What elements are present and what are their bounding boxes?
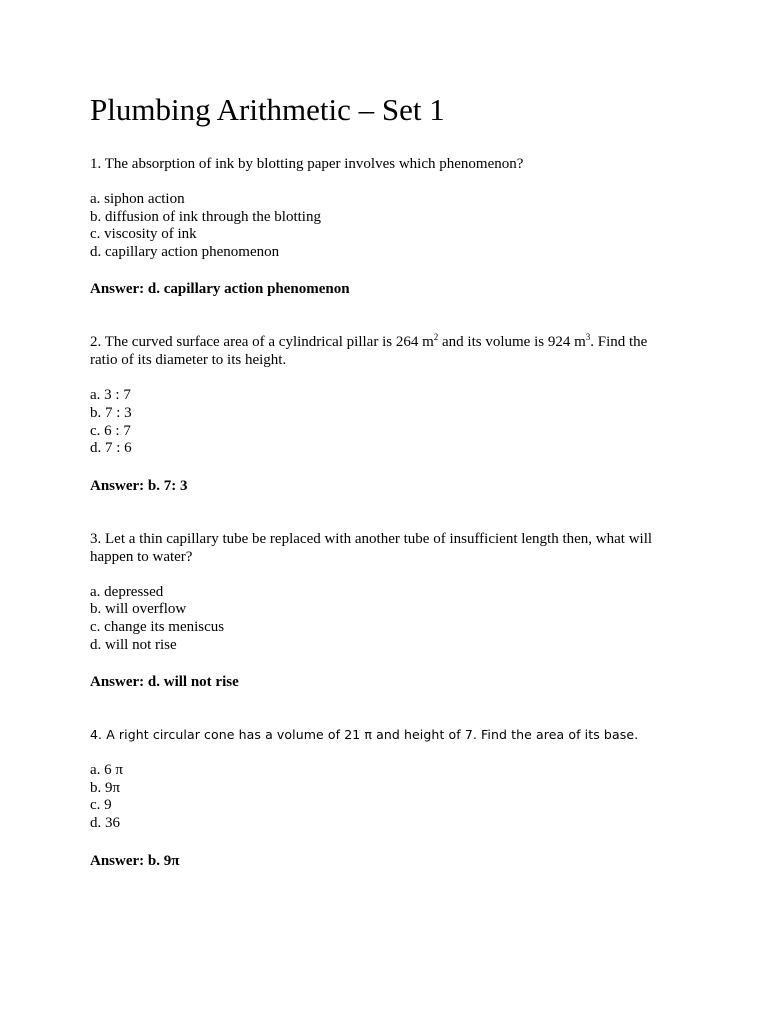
options-list xyxy=(90,762,678,832)
option-b: b. 9π xyxy=(90,779,121,796)
question-text-part: . Find the ratio of its diameter to its height. xyxy=(90,334,648,369)
question-text: 4. A right circular cone has a volume of 21 π and height of 7. Find the area of its base. xyxy=(90,727,639,743)
option-b: b. will overflow xyxy=(90,601,187,618)
option-d: d. 36 xyxy=(90,814,120,831)
answer-text: Answer: b. 9π xyxy=(90,852,180,869)
superscript-exponent: 2 xyxy=(433,332,439,343)
option-d: d. will not rise xyxy=(90,636,177,653)
options-list xyxy=(90,584,678,654)
question-text: 1. The absorption of ink by blotting paper involves which phenomenon? xyxy=(90,156,524,172)
option-b: b. diffusion of ink through the blotting xyxy=(90,208,321,225)
answer-text: Answer: d. will not rise xyxy=(90,674,239,691)
question-text-part: 2. The curved surface area of a cylindrical pillar is 264 m xyxy=(90,334,434,351)
superscript-exponent: 3 xyxy=(585,332,591,343)
option-a: a. 6 π xyxy=(90,762,123,779)
question-text-part: and its volume is 924 m xyxy=(438,334,586,351)
option-a: a. siphon action xyxy=(90,191,185,207)
question-block-4 xyxy=(90,726,678,869)
options-list xyxy=(90,191,678,261)
question-block-3 xyxy=(90,530,678,691)
question-text: 3. Let a thin capillary tube be replaced with another tube of insufficient length then, what will happen to water? xyxy=(90,530,653,565)
question-text xyxy=(90,333,678,369)
option-c: c. 9 xyxy=(90,797,112,814)
option-b: b. 7 : 3 xyxy=(90,404,132,421)
option-a: a. 3 : 7 xyxy=(90,387,131,404)
option-a: a. depressed xyxy=(90,583,164,600)
option-c: c. 6 : 7 xyxy=(90,422,131,439)
question-block-2 xyxy=(90,333,678,494)
answer-text: Answer: b. 7: 3 xyxy=(90,477,188,494)
answer-text: Answer: d. capillary action phenomenon xyxy=(90,281,350,298)
option-d: d. capillary action phenomenon xyxy=(90,243,280,260)
page-title: Plumbing Arithmetic – Set 1 xyxy=(90,92,445,127)
option-c: c. change its meniscus xyxy=(90,618,225,635)
option-d: d. 7 : 6 xyxy=(90,440,132,457)
option-c: c. viscosity of ink xyxy=(90,226,197,243)
options-list xyxy=(90,387,678,457)
question-block-1 xyxy=(90,155,678,298)
